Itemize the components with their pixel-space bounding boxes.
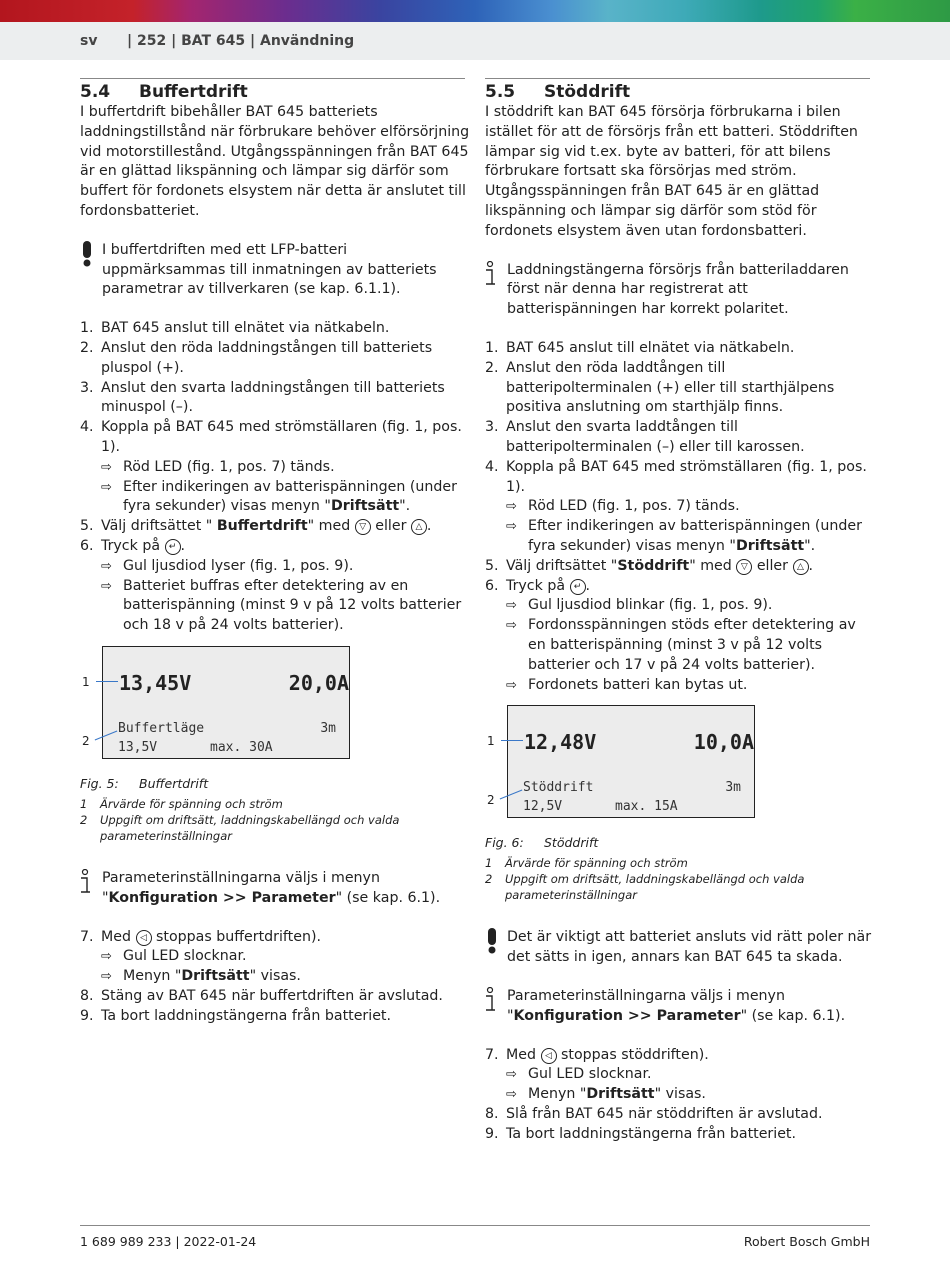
lcd-set-voltage: 13,5V xyxy=(118,739,158,755)
result-item: ⇨ Menyn "Driftsätt" visas. xyxy=(101,967,470,987)
header-language: sv xyxy=(80,33,98,49)
result-arrow-icon: ⇨ xyxy=(101,558,112,574)
result-item: ⇨ Efter indikeringen av batterispänningen (under fyra sekunder) visas menyn "Driftsätt". xyxy=(506,518,862,554)
left-top-rule xyxy=(80,78,465,79)
back-key-icon: ◁ xyxy=(541,1048,557,1064)
result-list xyxy=(506,596,875,695)
lcd-cable-length: 3m xyxy=(725,780,741,796)
legend-item: 2 Uppgift om driftsätt, laddningskabellängd och valda parameterinställningar xyxy=(485,872,805,903)
result-arrow-icon: ⇨ xyxy=(101,969,112,985)
result-list xyxy=(101,947,470,987)
list-item: 8. Slå från BAT 645 när stöddriften är avslutad. xyxy=(485,1105,823,1122)
result-list xyxy=(101,458,470,517)
section-number: 5.5 xyxy=(485,82,516,102)
lcd-mode: Stöddrift xyxy=(523,780,594,796)
callout-1: 1 xyxy=(487,734,495,749)
info-text: Parameterinställningarna väljs i menyn "Konfiguration >> Parameter" (se kap. 6.1). xyxy=(102,869,441,906)
steps-list-b xyxy=(80,928,470,1027)
info-icon xyxy=(485,987,499,1020)
list-item: 5. Välj driftsättet "Stöddrift" med ▽ eller △ . xyxy=(485,557,814,574)
result-item: ⇨ Gul LED slocknar. xyxy=(506,1065,875,1085)
result-item: ⇨ Röd LED (fig. 1, pos. 7) tänds. xyxy=(101,458,470,478)
result-arrow-icon: ⇨ xyxy=(506,598,517,614)
result-item: ⇨ Fordonsspänningen stöds efter detektering av en batterispänning (minst 3 v på 12 volts batterier och 17 v på 24 volts batterier). xyxy=(506,617,856,673)
list-item: 6. Tryck på ↵ . ⇨ Gul ljusdiod blinkar (fig. 1, pos. 9). ⇨ Fordonsspänningen stöds efter detektering av en batterispänning (minst 3 v på 12 volts batterier och 17 v på 24 volts batterier). ⇨ Fordonets batteri kan bytas ut. xyxy=(485,577,875,696)
callout-1: 1 xyxy=(82,674,90,689)
info-note xyxy=(80,869,470,909)
result-arrow-icon: ⇨ xyxy=(506,1067,517,1083)
section-title: Stöddrift xyxy=(544,82,631,102)
warning-icon xyxy=(485,928,499,961)
result-arrow-icon: ⇨ xyxy=(101,459,112,475)
warning-note xyxy=(80,241,470,300)
footer-doc-number: 1 689 989 233 | 2022-01-24 xyxy=(80,1234,257,1249)
down-key-icon: ▽ xyxy=(355,519,371,535)
enter-key-icon: ↵ xyxy=(165,539,181,555)
result-arrow-icon: ⇨ xyxy=(506,519,517,535)
list-item: 1. BAT 645 anslut till elnätet via nätkabeln. xyxy=(80,320,390,337)
back-key-icon: ◁ xyxy=(136,930,152,946)
intro-paragraph: I buffertdrift bibehåller BAT 645 batteriets laddningstillstånd när förbrukare behöver elförsörjning vid motorstillestånd. Utgångsspänningen från BAT 645 är en glättad likspänning och lämpar sig därför som buffert för fordonets elsystem när detta är anslutet till fordonsbatteriet. xyxy=(80,104,470,219)
result-item: ⇨ Gul ljusdiod lyser (fig. 1, pos. 9). xyxy=(101,557,470,577)
result-arrow-icon: ⇨ xyxy=(506,499,517,515)
result-item: ⇨ Gul LED slocknar. xyxy=(101,947,470,967)
legend-item: 1 Ärvärde för spänning och ström xyxy=(485,856,688,871)
result-item: ⇨ Gul ljusdiod blinkar (fig. 1, pos. 9). xyxy=(506,596,875,616)
lcd-set-current: max. 30A xyxy=(210,739,273,755)
result-list xyxy=(101,557,470,636)
result-item: ⇨ Efter indikeringen av batterispänningen (under fyra sekunder) visas menyn "Driftsätt". xyxy=(101,478,457,515)
list-item: 6. Tryck på ↵ . ⇨ Gul ljusdiod lyser (fig. 1, pos. 9). ⇨ Batteriet buffras efter detektering av en batterispänning (minst 9 v på 12 volts batterier och 18 v på 24 volts batterier). xyxy=(80,537,470,636)
result-list xyxy=(506,497,875,556)
brand-color-bar xyxy=(0,0,950,22)
result-arrow-icon: ⇨ xyxy=(506,1087,517,1103)
down-key-icon: ▽ xyxy=(736,559,752,575)
list-item: 3. Anslut den svarta laddtången till batteripolterminalen (–) eller till karossen. xyxy=(485,419,805,455)
intro-paragraph: I stöddrift kan BAT 645 försörja förbrukarna i bilen istället för att de försörjs från ett batteri. Stöddriften lämpar sig vid t.ex. byte av batteri, för att bilens förbrukare fortsatt ska försörjas med ström. Utgångsspänningen från BAT 645 är en glättad likspänning och lämpar sig därför som stöd för fordonets elsystem även utan fordonsbatteri. xyxy=(485,104,858,239)
section-title: Buffertdrift xyxy=(139,82,248,102)
callout-2: 2 xyxy=(487,793,495,808)
info-note xyxy=(485,987,875,1027)
legend-item: 2 Uppgift om driftsätt, laddningskabellängd och valda parameterinställningar xyxy=(80,812,400,843)
list-item: 9. Ta bort laddningstängerna från batteriet. xyxy=(485,1125,796,1142)
lcd-screen xyxy=(102,646,350,759)
list-item: 4. Koppla på BAT 645 med strömställaren (fig. 1, pos. 1). ⇨ Röd LED (fig. 1, pos. 7) tänds. ⇨ Efter indikeringen av batterispänningen (under fyra sekunder) visas menyn "Driftsätt". xyxy=(80,418,470,517)
warning-text: Det är viktigt att batteriet ansluts vid rätt poler när det sätts in igen, annars kan BAT 645 ta skada. xyxy=(507,929,872,966)
result-list xyxy=(506,1065,875,1105)
result-arrow-icon: ⇨ xyxy=(506,677,517,693)
result-arrow-icon: ⇨ xyxy=(101,949,112,965)
lcd-set-current: max. 15A xyxy=(615,799,678,815)
figure-5-display xyxy=(80,636,470,776)
legend-item: 1 Ärvärde för spänning och ström xyxy=(80,796,283,811)
footer-rule xyxy=(80,1225,870,1226)
list-item: 4. Koppla på BAT 645 med strömställaren (fig. 1, pos. 1). ⇨ Röd LED (fig. 1, pos. 7) tänds. ⇨ Efter indikeringen av batterispänningen (under fyra sekunder) visas menyn "Driftsätt". xyxy=(485,458,875,557)
list-item: 7. Med ◁ stoppas stöddriften). ⇨ Gul LED slocknar. ⇨ Menyn "Driftsätt" visas. xyxy=(485,1046,875,1105)
list-item: 5. Välj driftsättet " Buffertdrift" med ▽ eller △ . xyxy=(80,518,432,535)
result-arrow-icon: ⇨ xyxy=(506,618,517,634)
header-title: | 252 | BAT 645 | Användning xyxy=(127,33,355,49)
lcd-screen xyxy=(507,705,755,818)
lcd-set-voltage: 12,5V xyxy=(523,799,563,815)
result-arrow-icon: ⇨ xyxy=(101,479,112,495)
figure-caption: Fig. 6: Stöddrift xyxy=(485,835,599,851)
info-text: Laddningstängerna försörjs från batteriladdaren först när denna har registrerat att batterispänningen har korrekt polaritet. xyxy=(507,261,849,318)
callout-2: 2 xyxy=(82,733,90,748)
warning-note xyxy=(485,928,875,968)
section-heading xyxy=(485,81,875,103)
right-column xyxy=(485,81,875,1144)
left-column xyxy=(80,81,470,1027)
list-item: 7. Med ◁ stoppas buffertdriften). ⇨ Gul LED slocknar. ⇨ Menyn "Driftsätt" visas. xyxy=(80,928,470,987)
footer-company: Robert Bosch GmbH xyxy=(743,1234,870,1249)
section-heading xyxy=(80,81,470,103)
callout-1-line xyxy=(96,681,118,682)
up-key-icon: △ xyxy=(793,559,809,575)
steps-list-a xyxy=(80,319,470,636)
info-icon xyxy=(80,869,94,902)
steps-list-a xyxy=(485,339,875,695)
result-item: ⇨ Batteriet buffras efter detektering av en batterispänning (minst 9 v på 12 volts batterier och 18 v på 24 volts batterier). xyxy=(101,577,462,634)
result-item: ⇨ Menyn "Driftsätt" visas. xyxy=(506,1085,875,1105)
enter-key-icon: ↵ xyxy=(570,579,586,595)
lcd-cable-length: 3m xyxy=(320,720,336,736)
info-note xyxy=(485,261,875,320)
callout-1-line xyxy=(501,740,523,741)
figure-6-display xyxy=(485,695,875,835)
figure-caption: Fig. 5: Buffertdrift xyxy=(80,775,209,791)
section-number: 5.4 xyxy=(80,82,111,102)
warning-text: I buffertdriften med ett LFP-batteri uppmärksammas till inmatningen av batteriets parametrar av tillverkaren (se kap. 6.1.1). xyxy=(102,241,437,298)
list-item: 9. Ta bort laddningstängerna från batteriet. xyxy=(80,1007,391,1024)
list-item: 8. Stäng av BAT 645 när buffertdriften är avslutad. xyxy=(80,987,443,1004)
up-key-icon: △ xyxy=(411,519,427,535)
steps-list-b xyxy=(485,1046,875,1145)
list-item: 1. BAT 645 anslut till elnätet via nätkabeln. xyxy=(485,339,795,356)
right-top-rule xyxy=(485,78,870,79)
info-text: Parameterinställningarna väljs i menyn "Konfiguration >> Parameter" (se kap. 6.1). xyxy=(507,987,846,1024)
result-item: ⇨ Fordonets batteri kan bytas ut. xyxy=(506,676,875,696)
result-arrow-icon: ⇨ xyxy=(101,578,112,594)
lcd-voltage: 12,48V xyxy=(524,730,597,755)
result-item: ⇨ Röd LED (fig. 1, pos. 7) tänds. xyxy=(506,497,875,517)
list-item: 2. Anslut den röda laddningstången till batteriets pluspol (+). xyxy=(80,339,433,376)
lcd-current: 20,0A xyxy=(288,670,349,695)
lcd-current: 10,0A xyxy=(693,730,754,755)
info-icon xyxy=(485,261,499,294)
lcd-mode: Buffertläge xyxy=(118,720,205,736)
lcd-voltage: 13,45V xyxy=(119,670,192,695)
list-item: 2. Anslut den röda laddtången till batteripolterminalen (+) eller till starthjälpens positiva anslutning om starthjälp finns. xyxy=(485,359,835,416)
list-item: 3. Anslut den svarta laddningstången till batteriets minuspol (–). xyxy=(80,379,445,416)
warning-icon xyxy=(80,241,94,274)
